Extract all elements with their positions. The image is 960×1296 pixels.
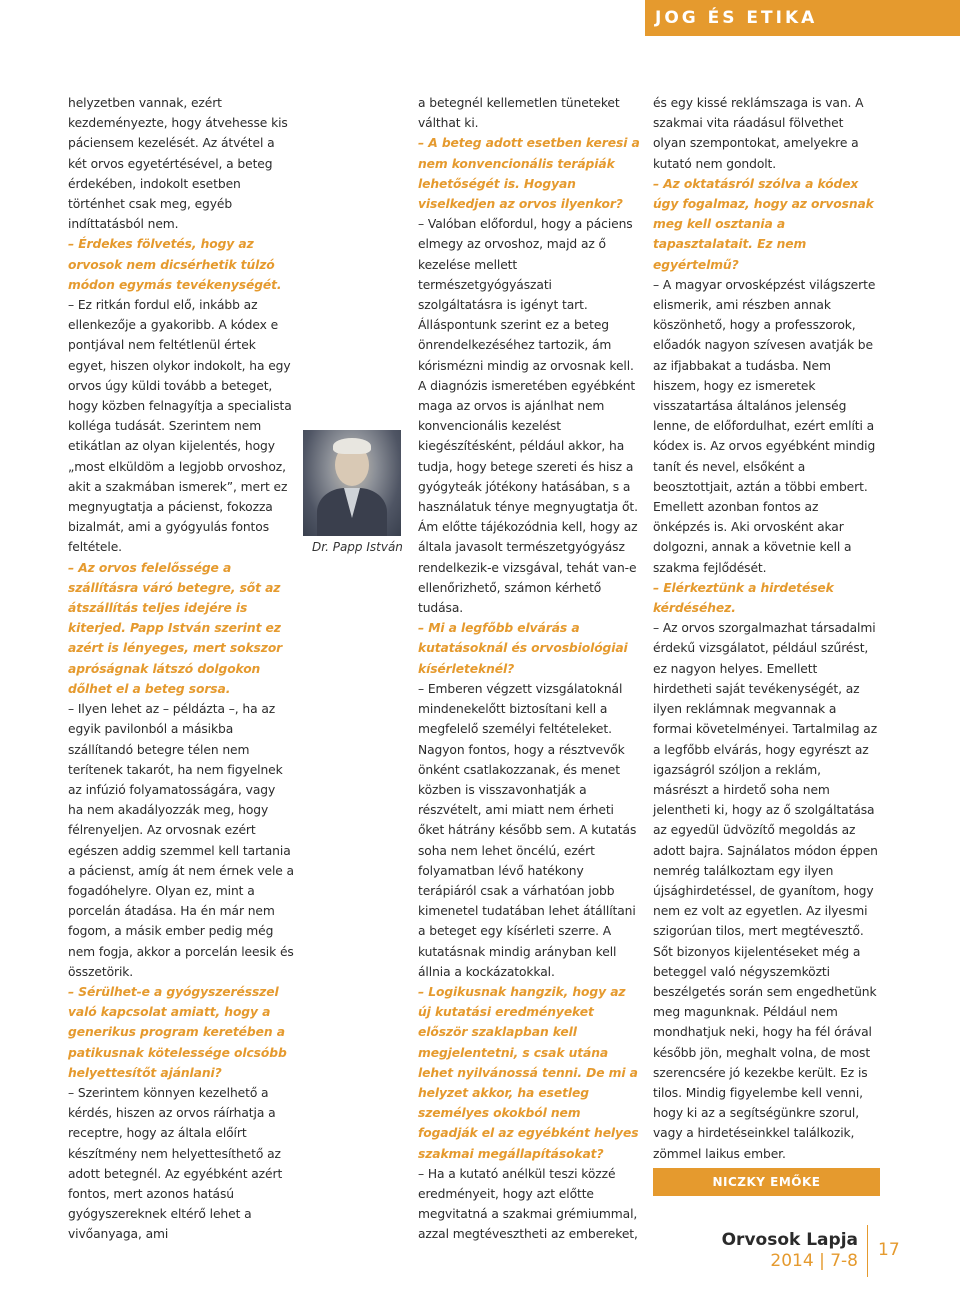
interview-answer: – Valóban előfordul, hogy a páciens elmegy az orvoshoz, majd az ő kezelése mellett természetgyógyászati szolgáltatásra is igényt tart. Álláspontunk szerint ez a beteg önrendelkezéséhez tartozik, ám kórismézni mindig az orvosnak kell. A diagnózis ismeretében egyébként maga az orvos is ajánlhat nem konvencionális kezelést kiegészítésként, például akkor, ha tudja, hogy betege szereti és hisz a gyógyteák jótékony hatásában, s a használatuk ténye megnyugtatja őt. Ám előtte tájékozódnia kell, hogy az általa javasolt természetgyógyász rendelkezik-e vizsgával, tehát van-e ellenőrizhető, számon kérhető tudása. [418,217,638,616]
interview-answer: és egy kissé reklámszaga is van. A szakmai vita ráadásul fölvethet olyan szempontokat, amelyekre a kutató nem gondolt. [653,96,864,171]
article-column-1 [68,93,294,1245]
magazine-name: Orvosok Lapja [721,1230,858,1250]
footer-divider [867,1225,868,1277]
interview-question: – A beteg adott esetben keresi a nem konvencionális terápiák lehetőségét is. Hogyan viselkedjen az orvos ilyenkor? [418,136,640,212]
interview-answer: – Ha a kutató anélkül teszi közzé eredményeit, hogy azt előtte megvitatná a szakmai grémiummal, azzal megtévesztheti az embereket, [418,1166,638,1242]
portrait-photo [303,430,401,536]
interview-question: – Az oktatásról szólva a kódex úgy fogalmaz, hogy az orvosnak meg kell osztania a tapasztalatait. Ez nem egyértelmű? [653,176,874,272]
article-column-3 [653,93,878,1164]
page-number: 17 [878,1240,900,1260]
interview-answer: – Szerintem könnyen kezelhető a kérdés, hiszen az orvos ráírhatja a receptre, hogy az általa előírt készítmény nem helyettesíthető az adott betegnél. Az egyébként azért fontos, mert azonos hatású gyógyszereknek eltérő lehet a vivőanyaga, ami [68,1085,283,1242]
interview-answer: – Emberen végzett vizsgálatoknál mindenekelőtt biztosítani kell a megfelelő személyi feltételeket. Nagyon fontos, hogy a résztvevők önként csatlakozzanak, és menet közben is visszavonhatják a részvételt, ami miatt nem érheti őket hátrány később sem. A kutatás soha nem lehet öncélú, ezért folyamatban lévő hatékony terápiáról csak a várhatóan jobb kimenetel tudatában lehet átállítani a beteget egy kísérleti szerre. A kutatásnak mindig arányban kell állnia a kockázatokkal. [418,681,637,979]
interview-answer: a betegnél kellemetlen tüneteket válthat ki. [418,96,620,131]
interview-answer: – Ez ritkán fordul elő, inkább az ellenkezője a gyakoribb. A kódex e pontjával nem feltétlenül értek egyet, hiszen olykor indokolt, ha egy orvos úgy küldi tovább a beteget, hogy közben felnagyítja a specialista kolléga tudását. Szerintem nem etikátlan az olyan kijelentés, hogy „most elküldöm a legjobb orvoshoz, akit a szakmában ismerek”, mert ez megnyugtatja a pácienst, fokozza bizalmát, ami a gyógyulás fontos feltétele. [68,298,292,555]
interview-question: – Érdekes fölvetés, hogy az orvosok nem dicsérhetik túlzó módon egymás tevékenységét. [68,237,282,292]
interview-answer: – Ilyen lehet az – példázta –, ha az egyik pavilonból a másikba szállítandó betegre télen nem terítenek takarót, ha nem figyelnek az infúzió folyamatosságára, vagy ha nem akadályozzák meg, hogy félrenyeljen. Az orvosnak ezért egészen addig szemmel kell tartania a pácienst, amíg át nem érnek vele a fogadóhelyre. Olyan ez, mint a porcelán átadása. Ha én már nem fogom, a másik ember pedig még nem fogja, akkor a porcelán leesik és összetörik. [68,702,294,979]
interview-question: – Sérülhet-e a gyógyszerésszel való kapcsolat amiatt, hogy a generikus program keretében a patikusnak kötelessége olcsóbb helyettesítőt ajánlani? [68,984,287,1080]
interview-question: – Az orvos felelőssége a szállításra váró betegre, sőt az átszállítás teljes idejére is kiterjed. Papp István szerint ez azért is lényeges, mert sokszor apróságnak látszó dolgokon dőlhet el a beteg sorsa. [68,560,283,696]
photo-caption: Dr. Papp István [312,540,403,554]
interview-answer: – A magyar orvosképzést világszerte elismerik, ami részben annak köszönhető, hogy a professzorok, előadók nagyon szívesen avatják be az ifjabbakat a tudásba. Nem hiszem, hogy ez ismeretek visszatartása általános jelenség lenne, de előfordulhat, ezért említi a kódex is. Az orvos egyébként mindig tanít és nevel, elsőként a beosztottjait, aztán a többi embert. Emellett azonban fontos az önképzés is. Aki orvosként akar dolgozni, annak a követnie kell a szakma fejlődését. [653,277,876,575]
section-header: JOG ÉS ETIKA [645,0,960,36]
author-badge: NICZKY EMŐKE [653,1168,880,1196]
magazine-issue: 2014 | 7-8 [770,1251,858,1271]
article-column-2 [418,93,640,1245]
interview-answer: – Az orvos szorgalmazhat társadalmi érdekű vizsgálatot, például szűrést, ez nagyon helyes. Emellett hirdetheti saját tevékenységét, az ilyen reklámnak megvannak a formai követelményei. Tartalmilag az a legfőbb elvárás, hogy egyrészt az igazságról szóljon a reklám, másrészt a hirdető soha nem jelentheti ki, hogy az ő szolgáltatása az egyedül üdvözítő megoldás az adott bajra. Sajnálatos módon éppen nemrég találkoztam egy ilyen újsághirdetéssel, de gyanítom, hogy nem ez volt az egyetlen. Az ilyesmi szigorúan tilos, mert megtévesztő. Sőt bizonyos kijelentéseket még a beteggel való négyszemközti beszélgetés során sem engedhetünk meg magunknak. Például nem mondhatjuk neki, hogy ha fél órával később jön, meghalt volna, de most szerencsére jó kezekbe került. Ez is tilos. Mindig figyelembe kell venni, hogy ki az a segítségünkre szorul, vagy a hirdetéseinkkel találkozik, zömmel laikus ember. [653,621,878,1161]
interview-answer: helyzetben vannak, ezért kezdeményezte, hogy átvehesse kis páciensem kezelését. Az átvétel a két orvos egyetértésével, a beteg érdekében, indokolt esetben történhet csak meg, egyéb indíttatásból nem. [68,96,288,232]
interview-question: – Logikusnak hangzik, hogy az új kutatási eredményeket először szaklapban kell megjelentetni, s csak utána lehet nyilvánossá tenni. De mi a helyzet akkor, ha esetleg személyes okokból nem fogadják el az egyébként helyes szakmai megállapításokat? [418,984,639,1161]
photo-hair-shape [333,438,371,454]
interview-question: – Elérkeztünk a hirdetések kérdéséhez. [653,580,834,616]
interview-question: – Mi a legfőbb elvárás a kutatásoknál és orvosbiológiai kísérleteknél? [418,621,628,676]
